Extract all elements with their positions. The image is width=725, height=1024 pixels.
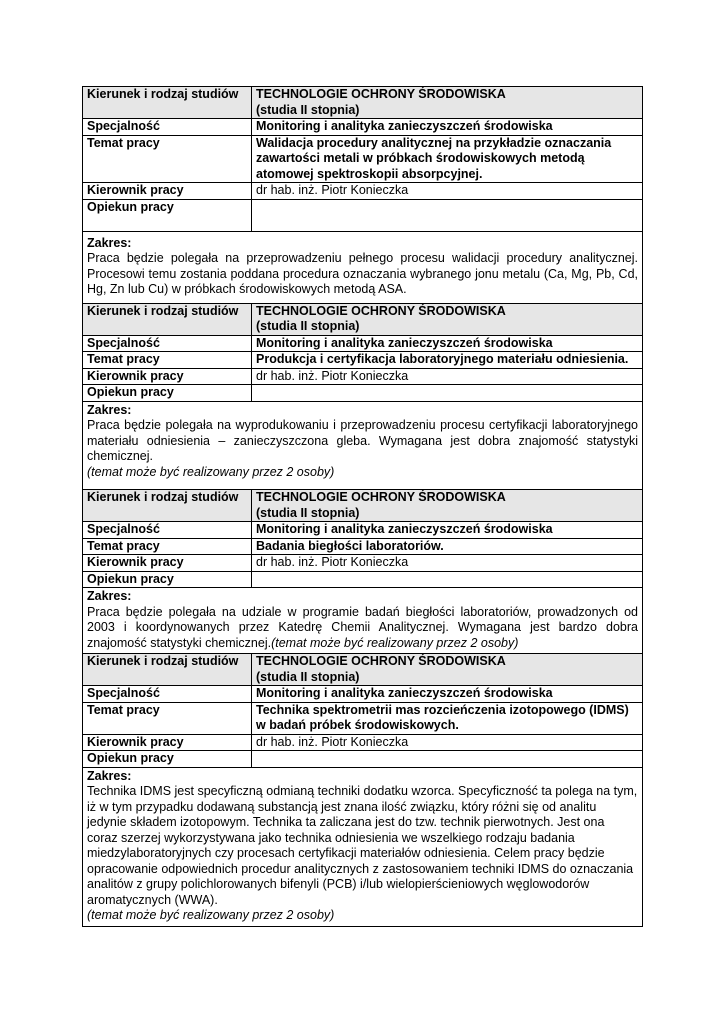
row-kierunek [83,654,643,686]
value-temat: Walidacja procedury analitycznej na przykładzie oznaczania zawartości metali w próbkach środowiskowych metodą atomowej spektroskopii absorpcyjnej. [252,135,643,183]
row-kierownik [83,183,643,200]
scope-cell [83,401,643,490]
label-temat: Temat pracy [83,352,252,369]
label-kierownik: Kierownik pracy [83,734,252,751]
value-specjalnosc: Monitoring i analityka zanieczyszczeń środowiska [252,522,643,539]
row-zakres [83,401,643,490]
label-opiekun: Opiekun pracy [83,199,252,231]
row-temat [83,538,643,555]
row-kierownik [83,734,643,751]
kierunek-stopien: (studia II stopnia) [256,102,360,117]
value-kierownik: dr hab. inż. Piotr Konieczka [252,734,643,751]
value-temat: Badania biegłości laboratoriów. [252,538,643,555]
label-specjalnosc: Specjalność [83,522,252,539]
row-specjalnosc [83,686,643,703]
value-kierunek [252,87,643,119]
row-zakres [83,588,643,654]
value-opiekun [252,199,643,231]
row-opiekun [83,199,643,231]
kierunek-name: TECHNOLOGIE OCHRONY ŚRODOWISKA [256,303,506,318]
kierunek-stopien: (studia II stopnia) [256,319,360,333]
topics-table [82,86,643,927]
row-opiekun [83,385,643,402]
row-zakres [83,767,643,926]
scope-text: Praca będzie polegała na wyprodukowaniu i przeprowadzeniu procesu certyfikacji laboratoryjnego materiału odniesienia – zanieczyszczona gleba. Wymagana jest dobra znajomość statystyki chemicznej. [87,418,638,463]
row-kierunek [83,87,643,119]
label-opiekun: Opiekun pracy [83,571,252,588]
label-kierunek: Kierunek i rodzaj studiów [83,303,252,335]
kierunek-name: TECHNOLOGIE OCHRONY ŚRODOWISKA [256,87,506,101]
row-zakres [83,231,643,303]
kierunek-name: TECHNOLOGIE OCHRONY ŚRODOWISKA [256,654,506,668]
label-specjalnosc: Specjalność [83,119,252,136]
label-kierownik: Kierownik pracy [83,368,252,385]
value-kierunek [252,490,643,522]
label-opiekun: Opiekun pracy [83,751,252,768]
value-opiekun [252,571,643,588]
scope-heading: Zakres: [87,235,132,250]
scope-heading: Zakres: [87,402,132,417]
row-specjalnosc [83,522,643,539]
kierunek-name: TECHNOLOGIE OCHRONY ŚRODOWISKA [256,490,506,504]
row-kierunek [83,303,643,335]
row-opiekun [83,751,643,768]
label-kierunek: Kierunek i rodzaj studiów [83,87,252,119]
row-kierownik [83,555,643,572]
row-temat [83,352,643,369]
value-kierunek [252,303,643,335]
scope-cell [83,588,643,654]
scope-heading: Zakres: [87,589,132,603]
value-opiekun [252,385,643,402]
scope-note: (temat może być realizowany przez 2 osoby) [87,464,335,479]
scope-note: (temat może być realizowany przez 2 osoby) [87,908,335,922]
row-kierownik [83,368,643,385]
label-temat: Temat pracy [83,702,252,734]
kierunek-stopien: (studia II stopnia) [256,505,360,520]
row-specjalnosc [83,119,643,136]
value-kierownik: dr hab. inż. Piotr Konieczka [252,368,643,385]
scope-heading: Zakres: [87,768,132,783]
value-specjalnosc: Monitoring i analityka zanieczyszczeń środowiska [252,119,643,136]
scope-text: Praca będzie polegała na udziale w programie badań biegłości laboratoriów, prowadzonych od 2003 i koordynowanych przez Katedrę Chemii Analitycznej. Wymagana jest bardzo dobra znajomość statystyki chemicznej. [87,604,638,650]
value-specjalnosc: Monitoring i analityka zanieczyszczeń środowiska [252,335,643,352]
value-opiekun [252,751,643,768]
value-kierownik: dr hab. inż. Piotr Konieczka [252,183,643,200]
label-specjalnosc: Specjalność [83,335,252,352]
scope-cell [83,767,643,926]
label-opiekun: Opiekun pracy [83,385,252,402]
scope-note: (temat może być realizowany przez 2 osoby) [271,635,519,650]
value-kierunek [252,654,643,686]
kierunek-stopien: (studia II stopnia) [256,669,360,684]
value-specjalnosc: Monitoring i analityka zanieczyszczeń środowiska [252,686,643,703]
scope-text: Technika IDMS jest specyficzną odmianą techniki dodatku wzorca. Specyficzność ta polega na tym, iż w tym przypadku dodawaną substancją jest znana ilość związku, który różni się od analitu jedynie składem izotopowym. Technika ta zaliczana jest do tzw. technik pierwotnych. Jest ona coraz szerzej wykorzystywana jako technika odniesienia we wszelkiego rodzaju badania miedzylaboratoryjnych czy procesach certyfikacji materiałów odniesienia. Celem pracy będzie opracowanie odpowiednich procedur analitycznych z zastosowaniem techniki IDMS do oznaczania analitów z grupy polichlorowanych bifenyli (PCB) i/lub wielopierścieniowych węglowodorów aromatycznych (WWA). [87,784,638,907]
scope-cell [83,231,643,303]
row-specjalnosc [83,335,643,352]
label-kierownik: Kierownik pracy [83,183,252,200]
value-temat: Technika spektrometrii mas rozcieńczenia izotopowego (IDMS) w badań próbek środowiskowych. [252,702,643,734]
value-temat: Produkcja i certyfikacja laboratoryjnego materiału odniesienia. [252,352,643,369]
row-temat [83,135,643,183]
label-temat: Temat pracy [83,538,252,555]
value-kierownik: dr hab. inż. Piotr Konieczka [252,555,643,572]
row-kierunek [83,490,643,522]
row-opiekun [83,571,643,588]
label-kierunek: Kierunek i rodzaj studiów [83,490,252,522]
row-temat [83,702,643,734]
label-kierownik: Kierownik pracy [83,555,252,572]
scope-text: Praca będzie polegała na przeprowadzeniu pełnego procesu walidacji procedury analitycznej. Procesowi temu zostania poddana procedura oznaczania wybranego jonu metalu (Ca, Mg, Pb, Cd, Hg, Zn lub Cu) w próbkach środowiskowych metodą ASA. [87,251,638,296]
label-specjalnosc: Specjalność [83,686,252,703]
document-page [82,86,643,927]
label-kierunek: Kierunek i rodzaj studiów [83,654,252,686]
label-temat: Temat pracy [83,135,252,183]
